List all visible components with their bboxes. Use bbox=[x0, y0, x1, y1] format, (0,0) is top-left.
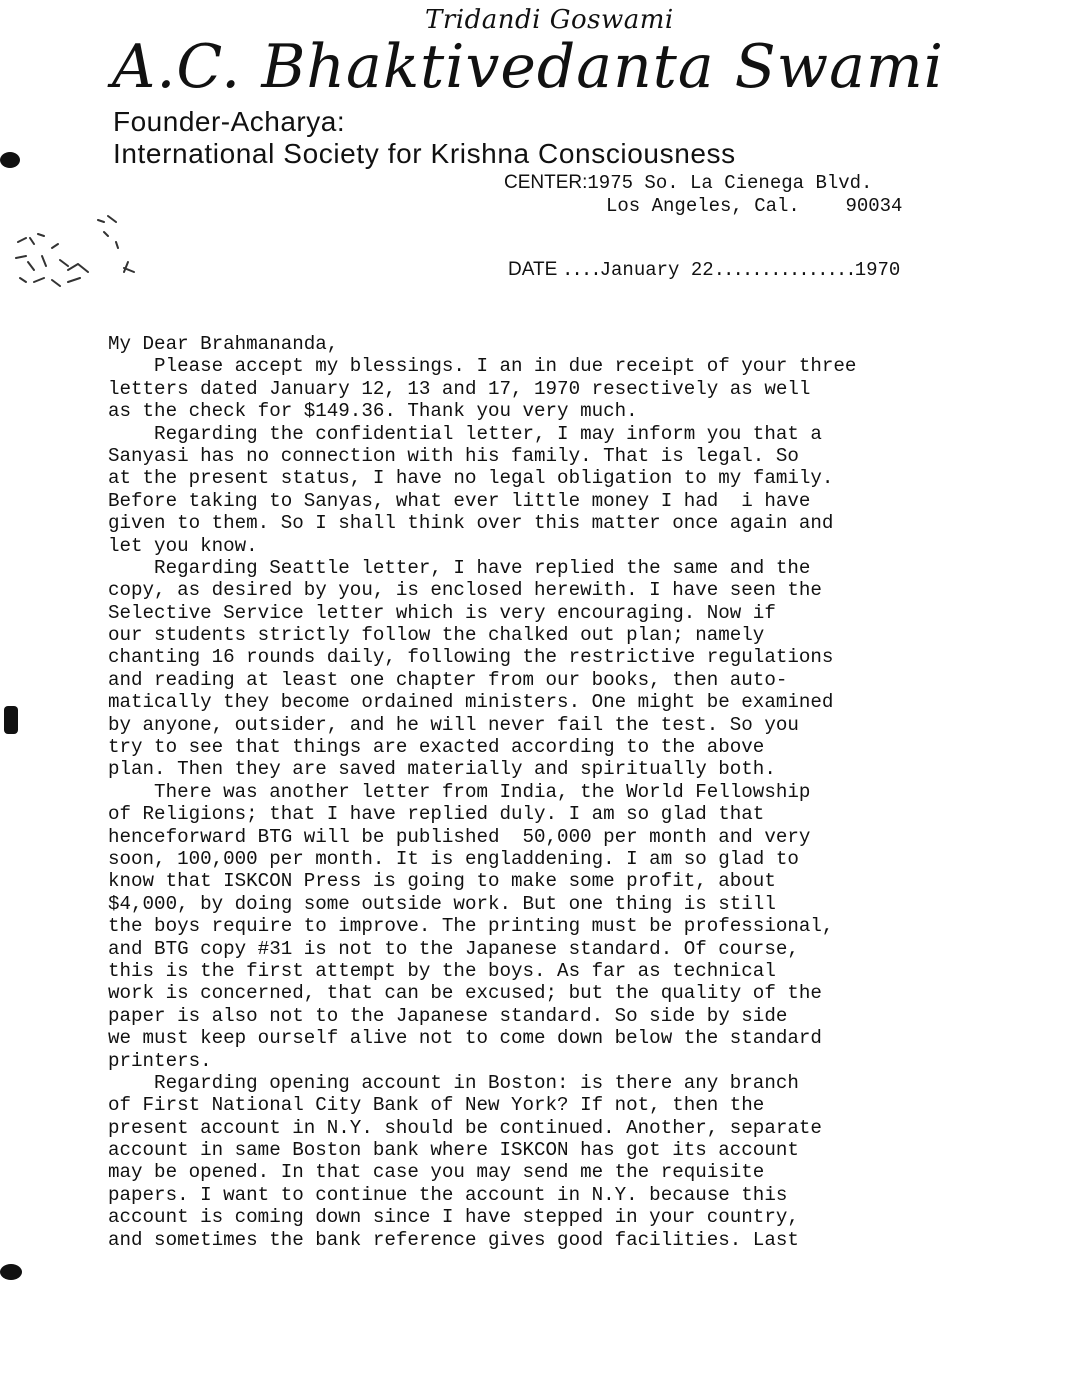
letter-line: Before taking to Sanyas, what ever little money I had i have bbox=[108, 489, 811, 512]
date-label: DATE bbox=[508, 259, 558, 280]
letter-line: printers. bbox=[108, 1049, 212, 1072]
letterhead-role: Founder-Acharya: bbox=[113, 106, 346, 137]
letter-line: let you know. bbox=[108, 534, 258, 557]
letter-body bbox=[108, 333, 988, 1251]
center-address1: 1975 So. La Cienega Blvd. bbox=[587, 172, 873, 194]
letter-line: work is concerned, that can be excused; but the quality of the bbox=[108, 982, 822, 1005]
letter-line: account is coming down since I have stepped in your country, bbox=[108, 1206, 799, 1229]
letter-line: at the present status, I have no legal obligation to my family. bbox=[108, 467, 834, 490]
date-line bbox=[508, 259, 900, 281]
center-address-line1 bbox=[504, 172, 872, 194]
margin-mark-3 bbox=[0, 1264, 22, 1280]
letter-line: chanting 16 rounds daily, following the restrictive regulations bbox=[108, 646, 834, 669]
letter-line: My Dear Brahmananda, bbox=[108, 333, 339, 355]
letter-line: henceforward BTG will be published 50,000 per month and very bbox=[108, 825, 811, 848]
letter-line: the boys require to improve. The printing must be professional, bbox=[108, 915, 834, 938]
letter-line: Sanyasi has no connection with his family. That is legal. So bbox=[108, 444, 799, 467]
date-value: January 22 bbox=[599, 259, 714, 281]
letter-line: Regarding Seattle letter, I have replied the same and the bbox=[108, 556, 811, 579]
letter-line: as the check for $149.36. Thank you very much. bbox=[108, 400, 638, 423]
letter-line: Please accept my blessings. I an in due receipt of your three bbox=[108, 355, 857, 378]
letter-line: account in same Boston bank where ISKCON has got its account bbox=[108, 1139, 799, 1162]
letter-line: we must keep ourself alive not to come down below the standard bbox=[108, 1027, 822, 1050]
margin-mark-2 bbox=[4, 706, 18, 734]
letter-line: matically they become ordained ministers. One might be examined bbox=[108, 691, 834, 714]
letter-line: of First National City Bank of New York? If not, then the bbox=[108, 1094, 765, 1117]
letter-line: and sometimes the bank reference gives good facilities. Last bbox=[108, 1228, 799, 1251]
margin-stamp-scribble bbox=[8, 212, 138, 312]
letter-line: by anyone, outsider, and he will never fail the test. So you bbox=[108, 713, 799, 736]
letter-line: Regarding the confidential letter, I may inform you that a bbox=[108, 422, 822, 445]
letter-line: given to them. So I shall think over this matter once again and bbox=[108, 512, 834, 535]
letterhead-title: Tridandi Goswami bbox=[425, 5, 674, 35]
letter-line: papers. I want to continue the account in N.Y. because this bbox=[108, 1183, 788, 1206]
letter-line: our students strictly follow the chalked out plan; namely bbox=[108, 624, 765, 647]
letter-line: try to see that things are exacted according to the above bbox=[108, 736, 765, 759]
letterhead-organization: International Society for Krishna Consciousness bbox=[113, 138, 736, 169]
letter-line: paper is also not to the Japanese standard. So side by side bbox=[108, 1004, 788, 1027]
date-year: 1970 bbox=[854, 259, 901, 281]
letter-line: of Religions; that I have replied duly. I am so glad that bbox=[108, 803, 765, 826]
margin-mark-1 bbox=[0, 152, 20, 168]
letter-line: this is the first attempt by the boys. As far as technical bbox=[108, 959, 776, 982]
letter-line: plan. Then they are saved materially and spiritually both. bbox=[108, 758, 776, 781]
letter-line: Regarding opening account in Boston: is there any branch bbox=[108, 1071, 799, 1094]
letter-line: copy, as desired by you, is enclosed herewith. I have seen the bbox=[108, 579, 822, 602]
letter-line: soon, 100,000 per month. It is engladdening. I am so glad to bbox=[108, 847, 799, 870]
letter-line: and reading at least one chapter from our books, then auto- bbox=[108, 668, 788, 691]
letter-line: know that ISKCON Press is going to make some profit, about bbox=[108, 870, 776, 893]
letter-line: may be opened. In that case you may send me the requisite bbox=[108, 1161, 765, 1184]
date-mid-dots: ............... bbox=[713, 259, 855, 281]
center-label: CENTER: bbox=[504, 172, 588, 193]
letter-line: Selective Service letter which is very encouraging. Now if bbox=[108, 601, 776, 624]
letter-line: present account in N.Y. should be continued. Another, separate bbox=[108, 1116, 822, 1139]
date-lead-dots: .... bbox=[562, 259, 600, 281]
letterhead-name: A.C. Bhaktivedanta Swami bbox=[112, 32, 944, 102]
letter-line: and BTG copy #31 is not to the Japanese standard. Of course, bbox=[108, 937, 799, 960]
letter-line: $4,000, by doing some outside work. But one thing is still bbox=[108, 892, 776, 915]
letter-line: letters dated January 12, 13 and 17, 1970 resectively as well bbox=[108, 377, 811, 400]
center-address-line2: Los Angeles, Cal. 90034 bbox=[606, 195, 903, 217]
letter-line: There was another letter from India, the World Fellowship bbox=[108, 780, 811, 803]
